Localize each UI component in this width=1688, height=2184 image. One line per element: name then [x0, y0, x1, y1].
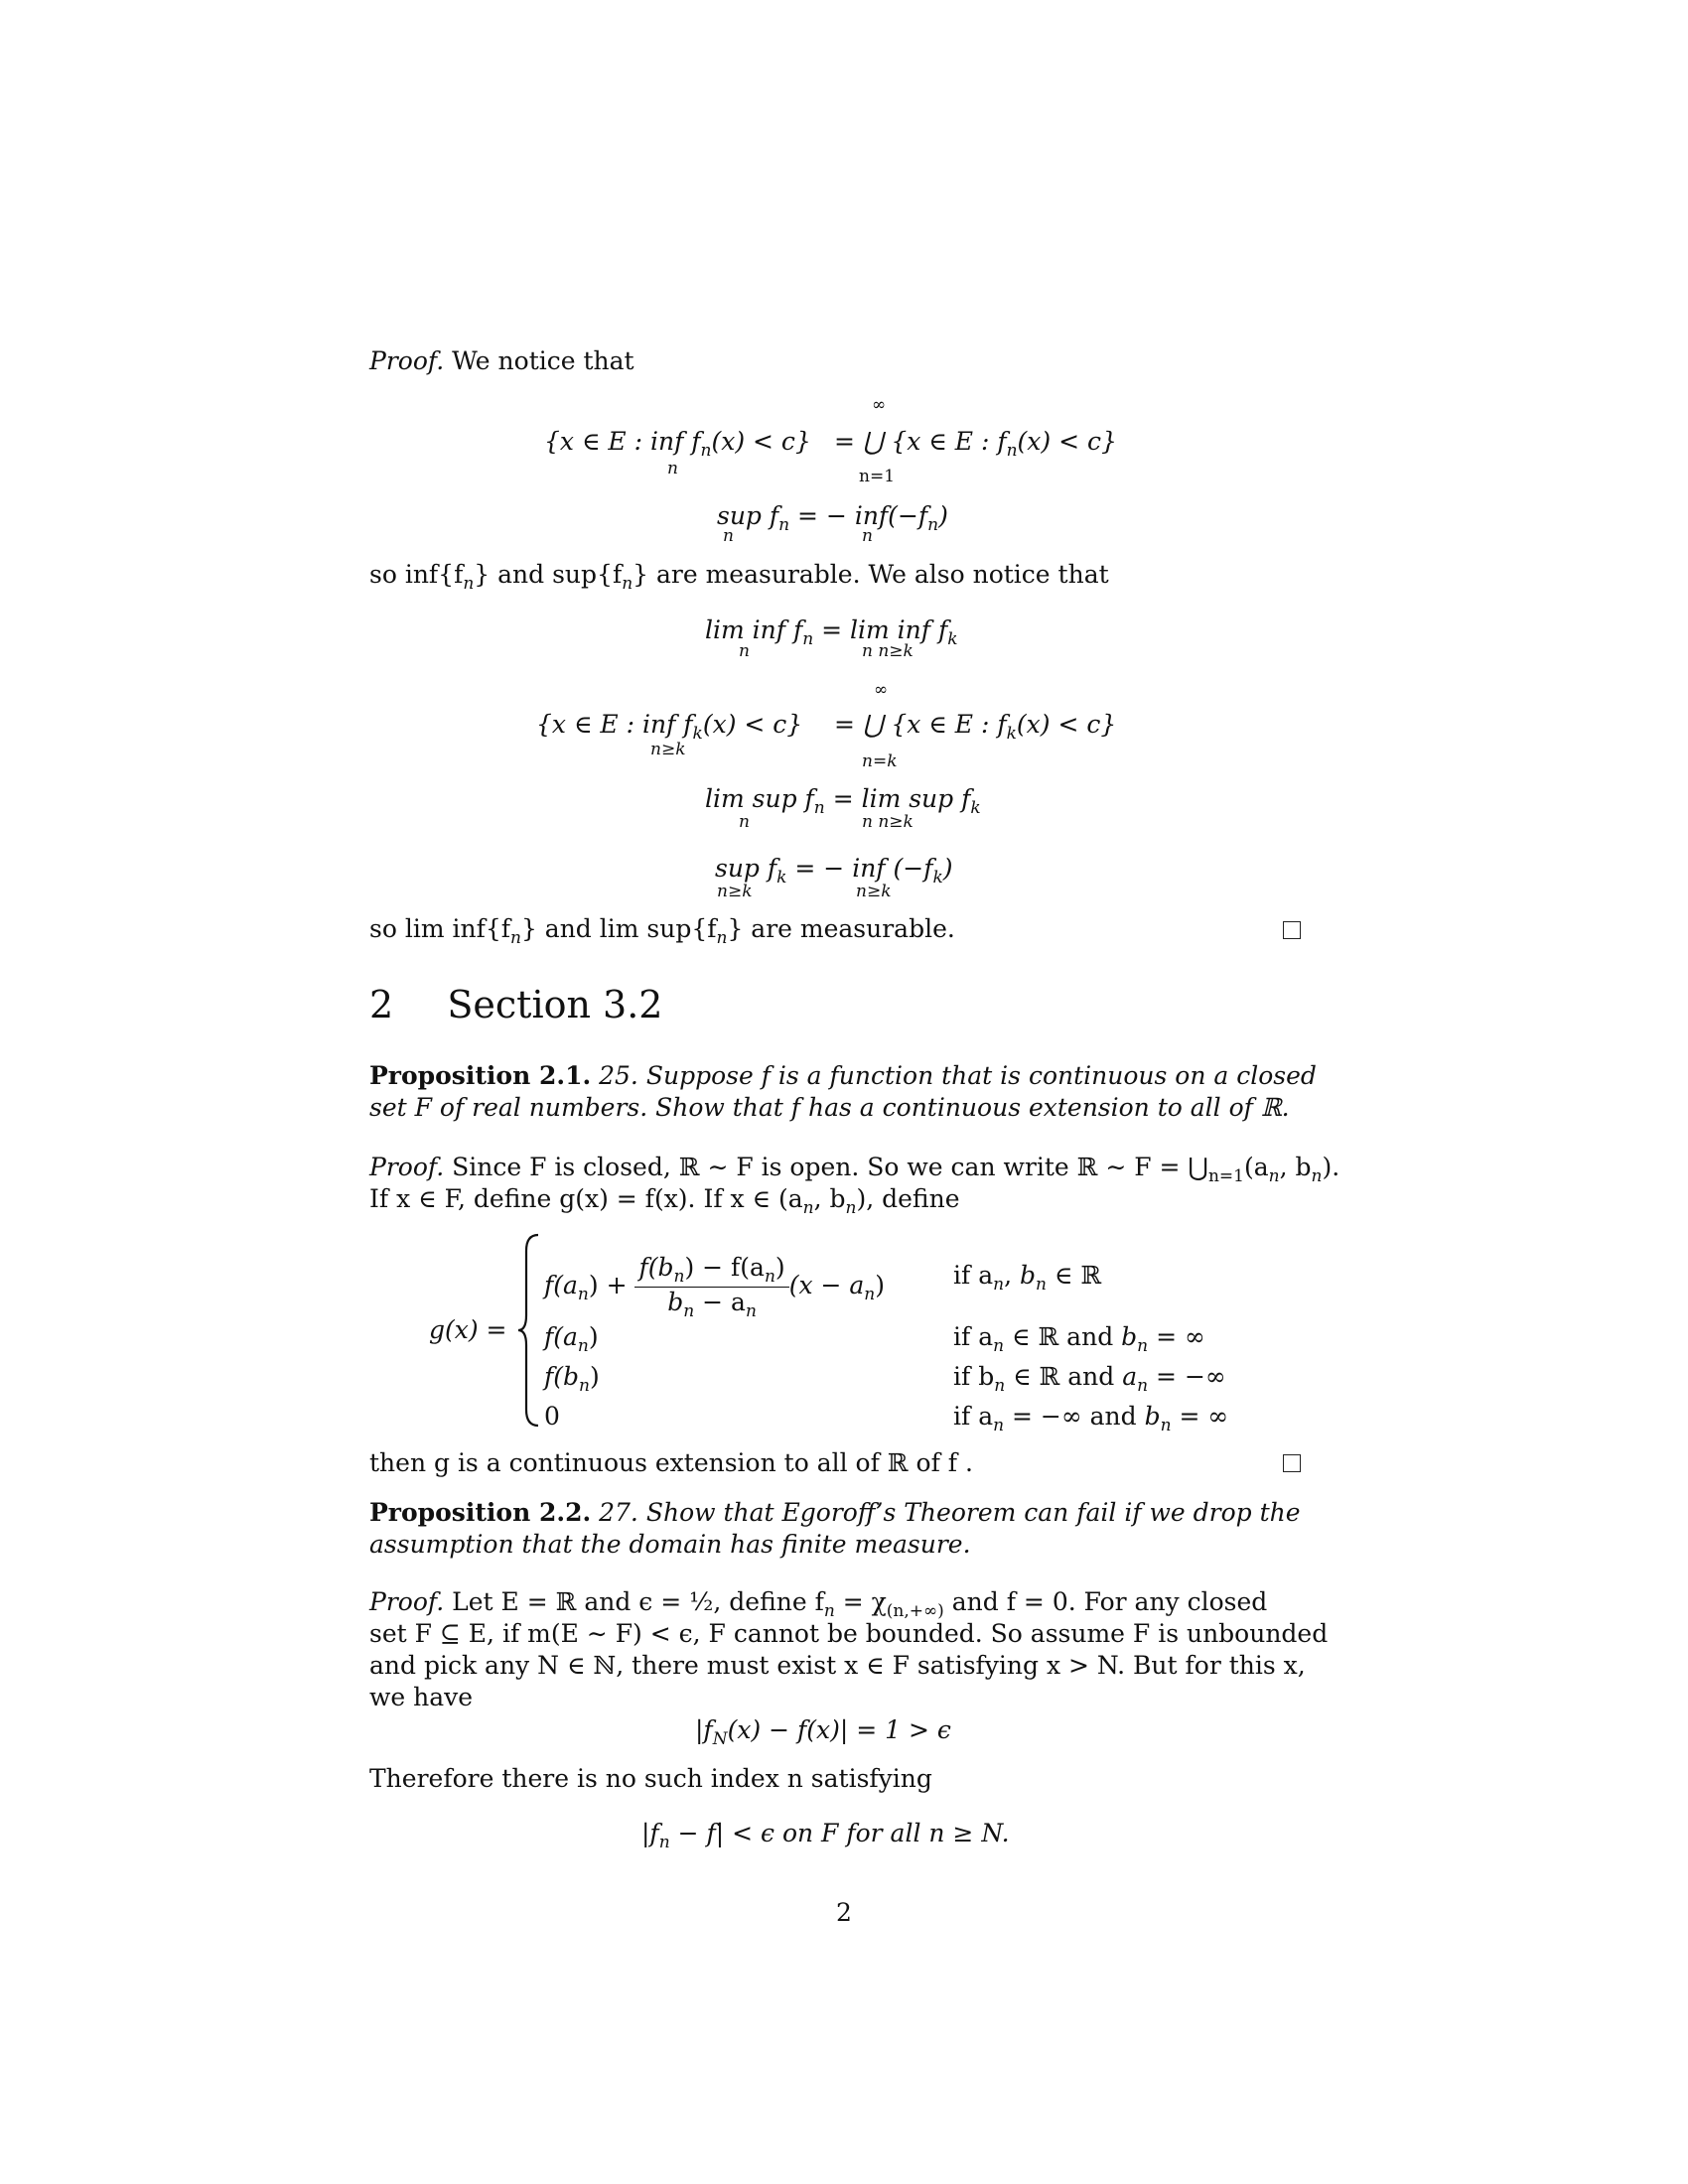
proof3-line4: we have [369, 1683, 474, 1711]
case1-fraction: $\frac{f(b_n) - f(a_n)}{b_n - a_n}$ [634, 1253, 788, 1321]
proposition-2-1-line2: set F of real numbers. Show that f has a continuous extension to all of ℝ. [369, 1093, 1290, 1122]
proof1-intro [369, 345, 1323, 377]
section-number: 2 [369, 983, 394, 1026]
case2-expression: $f(a_n)$ [544, 1322, 599, 1356]
proposition-2-2: Proposition 2.2. 27. Show that Egoroff’s Theorem can fail if we drop the [369, 1498, 1301, 1527]
proposition-2-1: Proposition 2.1. 25. Suppose f is a function that is continuous on a closed [369, 1061, 1317, 1090]
proof2-line1: Proof. Since F is closed, ℝ ∼ F is open. So we can write ℝ ∼ $F = ⋃_{n=1}(a_n$, $b_n$). [369, 1153, 1340, 1186]
equation-union-rhs: = ⋃ {x ∈ E : $f_n(x) < c$} [834, 427, 1117, 461]
section-title: Section 3.2 [447, 983, 663, 1026]
sup-subscript: n [723, 526, 734, 546]
qed-square [1283, 1454, 1301, 1472]
proposition-2-2-line2: assumption that the domain has finite measure. [369, 1530, 971, 1559]
proof3-line5: Therefore there is no such index n satisfying [369, 1764, 932, 1793]
equation-inf-set: {x ∈ E : inf $f_n(x) < c$} [544, 427, 811, 461]
proof3-line3: and pick any N ∈ ℕ, there must exist x ∈ F satisfying x > N. But for this x, [369, 1651, 1306, 1680]
case3-expression: $f(b_n)$ [544, 1362, 600, 1396]
union-lower-limit: n=1 [859, 467, 896, 486]
proof-intro-text: We notice that [452, 346, 634, 375]
union-upper-limit: ∞ [872, 395, 887, 415]
case2-condition: if $a_n$ ∈ ℝ and $b_n$ = ∞ [953, 1322, 1205, 1356]
equation-inf-k-set: {x ∈ E : inf $f_k(x) < c$} [536, 710, 803, 744]
equation-sup-k: sup $f_k$ = − inf $(-f_k)$ [715, 854, 953, 887]
proof-label: Proof. [369, 346, 445, 375]
case4-expression: 0 [544, 1402, 560, 1431]
piecewise-lhs: g(x) = [429, 1315, 507, 1344]
piecewise-brace [516, 1231, 546, 1430]
equation-liminf: lim inf $f_n = \lim$ inf $f_k$ [705, 615, 958, 649]
proof2-line2: If x ∈ F, define g(x) = f(x). If x ∈ ($a_n$, $b_n$), define [369, 1184, 960, 1218]
equation-egoroff-2: $|f_n - f| < \epsilon$ on F for all n ≥ N. [641, 1819, 1010, 1852]
case1-condition: if $a_n$, $b_n$ ∈ ℝ [953, 1261, 1102, 1295]
proof3-line1: Proof. Let E = ℝ and ϵ = ½, define $f_n = \chi_{(n,+\infty)}$ and f = 0. For any closed [369, 1587, 1268, 1621]
measurable-statement: so $inf\{f_n\}$ and $sup\{f_n\}$ are measurable. We also notice that [369, 560, 1109, 594]
qed-square [1283, 921, 1301, 939]
equation-limsup: lim sup $f_n = \lim$ sup $f_k$ [705, 784, 981, 818]
page-number: 2 [836, 1898, 852, 1927]
equation-egoroff-1: $|f_N(x) - f(x)| = 1 > \epsilon$ [695, 1715, 951, 1749]
equation-sup-inf: sup $f_n$ = − $inf(-f_n)$ [717, 501, 948, 535]
case4-condition: if $a_n$ = −∞ and $b_n$ = ∞ [953, 1402, 1229, 1435]
case1-expression: $f(a_n)$ + $\frac{f(b_n) - f(a_n)}{b_n - a_n}$ $(x - a_n)$ [544, 1253, 886, 1321]
equation-union-k-rhs: = ⋃ {x ∈ E : $f_k(x) < c$} [834, 710, 1117, 744]
case3-condition: if $b_n$ ∈ ℝ and $a_n$ = −∞ [953, 1362, 1226, 1396]
proof2-conclusion: then g is a continuous extension to all of ℝ of f . [369, 1448, 973, 1477]
inf-subscript: n [862, 526, 873, 546]
inf-subscript: n [667, 459, 678, 478]
proof1-conclusion: so $\lim inf\{f_n\}$ and $\lim sup\{f_n\}$ are measurable. [369, 914, 955, 948]
section-heading [369, 983, 662, 1026]
proof3-line2: set F ⊆ E, if m(E ∼ F) < ϵ, F cannot be bounded. So assume F is unbounded [369, 1619, 1329, 1648]
document-page: Proof. We notice that {x ∈ E : inf $f_n(x) < c$} n ∞ n=1 = ⋃ {x ∈ E : $f_n(x) < c$} sup $f_n$ = − $inf(-f_n)$ n n so $inf\{f_n\}$ and $sup\{f_n\}$ are measurable. We also notice that lim inf $f_n = \lim$ inf $f_k$ n n n≥k {x ∈ E : inf $f_k(x) < c$} n≥k ∞ n=k = ⋃ {x ∈ E : $f_k(x) < c$} lim sup $f_n = \lim$ sup $f_k$ n n n≥k sup $f_k$ = − inf $(-f_k)$ n≥k n≥k so $\lim inf\{f_n\}$ and $\lim sup\{f_n\}$ are measurable. 2 Section 3.2 Proposition 2.1. 25. Suppose f is a function that is continuous on a closed set F of real numbers. Show that f has a continuous extension to all of ℝ. Proof. Since F is closed, ℝ ∼ F is open. So we can write ℝ ∼ $F = ⋃_{n=1}(a_n$, $b_n$). If x ∈ F, define g(x) = f(x). If x ∈ ($a_n$, $b_n$), define g(x) = $f(a_n)$ + $\frac{f(b_n) - f(a_n)}{b_n - a_n}$ $(x - a_n)$ if $a_n$, $b_n$ ∈ ℝ $f(a_n)$ if $a_n$ ∈ ℝ and $b_n$ = ∞ $f(b_n)$ if $b_n$ ∈ ℝ and $a_n$ = −∞ 0 if $a_n$ = −∞ and $b_n$ = ∞ then g is a continuous extension to all of ℝ of f . Proposition 2.2. 27. Show that Egoroff’s Theorem can fail if we drop the assumption that the domain has finite measure. Proof. Let E = ℝ and ϵ = ½, define $f_n = \chi_{(n,+\infty)}$ and f = 0. For any closed set F ⊆ E, if m(E ∼ F) < ϵ, F cannot be bounded. So assume F is unbounded and pick any N ∈ ℕ, there must exist x ∈ F satisfying x > N. But for this x, we have $|f_N(x) - f(x)| = 1 > \epsilon$ Therefore there is no such index n satisfying $|f_n - f| < \epsilon$ on F for all n ≥ N. 2 [0, 0, 1688, 2184]
